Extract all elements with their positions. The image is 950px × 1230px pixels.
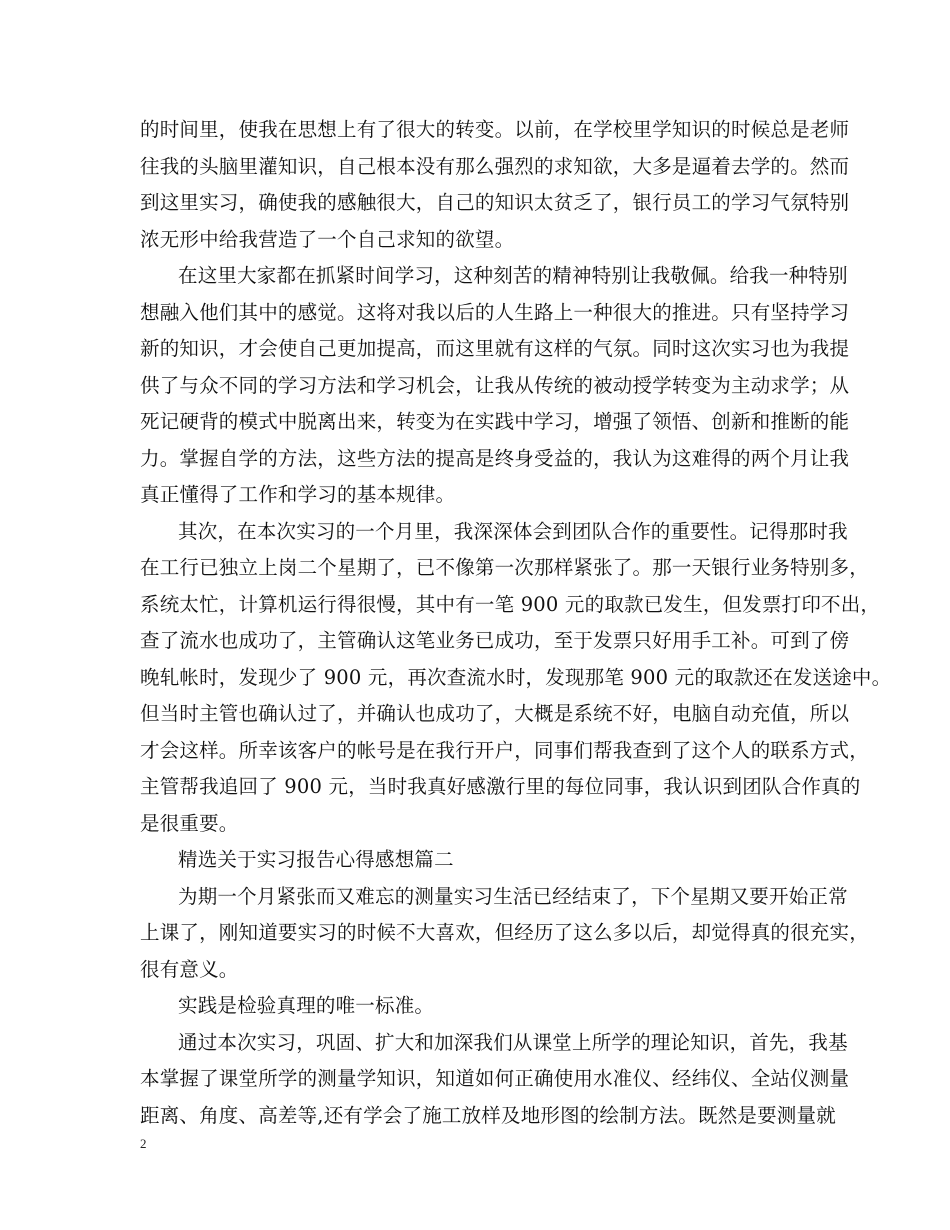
text-line: 主管帮我追回了 900 元，当时我真好感激行里的每位同事，我认识到团队合作真的 bbox=[140, 775, 861, 798]
text-line: 的时间里，使我在思想上有了很大的转变。以前，在学校里学知识的时候总是老师 bbox=[140, 118, 850, 141]
text-line: 死记硬背的模式中脱离出来，转变为在实践中学习，增强了领悟、创新和推断的能 bbox=[140, 410, 850, 433]
text-line: 真正懂得了工作和学习的基本规律。 bbox=[140, 483, 456, 506]
paragraph bbox=[140, 879, 869, 989]
text-line: 上课了，刚知道要实习的时候不大喜欢，但经历了这么多以后，却觉得真的很充实， bbox=[140, 921, 869, 944]
text-line: 在工行已独立上岗二个星期了，已不像第一次那样紧张了。那一天银行业务特别多， bbox=[140, 556, 869, 579]
text-line: 系统太忙，计算机运行得很慢，其中有一笔 900 元的取款已发生，但发票打印不出， bbox=[140, 592, 881, 616]
text-line: 在这里大家都在抓紧时间学习，这种刻苦的精神特别让我敬佩。给我一种特别 bbox=[178, 264, 848, 287]
text-line: 到这里实习，确使我的感触很大，自己的知识太贫乏了，银行员工的学习气氛特别 bbox=[140, 191, 850, 214]
text-line: 浓无形中给我营造了一个自己求知的欲望。 bbox=[140, 227, 515, 251]
paragraph bbox=[140, 842, 820, 879]
text-line: 供了与众不同的学习方法和学习机会，让我从传统的被动授学转变为主动求学；从 bbox=[140, 373, 850, 397]
document-body bbox=[140, 112, 892, 1134]
paragraph bbox=[140, 258, 850, 514]
text-line: 但当时主管也确认过了，并确认也成功了，大概是系统不好，电脑自动充值，所以 bbox=[140, 702, 850, 725]
page-number: 2 bbox=[140, 1136, 147, 1151]
text-line: 其次，在本次实习的一个月里，我深深体会到团队合作的重要性。记得那时我 bbox=[178, 519, 848, 543]
paragraph bbox=[140, 988, 820, 1025]
text-line: 本掌握了课堂所学的测量学知识，知道如何正确使用水准仪、经纬仪、全站仪测量 bbox=[140, 1067, 850, 1090]
text-line: 查了流水也成功了，主管确认这笔业务已成功，至于发票只好用手工补。可到了傍 bbox=[140, 629, 850, 652]
text-line: 才会这样。所幸该客户的帐号是在我行开户，同事们帮我查到了这个人的联系方式， bbox=[140, 738, 869, 762]
text-line: 距离、角度、高差等,还有学会了施工放样及地形图的绘制方法。既然是要测量就 bbox=[140, 1103, 836, 1127]
text-line: 往我的头脑里灌知识，自己根本没有那么强烈的求知欲，大多是逼着去学的。然而 bbox=[140, 154, 850, 178]
text-line: 新的知识，才会使自己更加提高，而这里就有这样的气氛。同时这次实习也为我提 bbox=[140, 337, 850, 360]
text-line: 是很重要。 bbox=[140, 811, 239, 835]
text-line: 晚轧帐时，发现少了 900 元，再次查流水时，发现那笔 900 元的取款还在发送途中。 bbox=[140, 665, 892, 689]
text-line: 通过本次实习，巩固、扩大和加深我们从课堂上所学的理论知识，首先，我基 bbox=[178, 1030, 848, 1054]
text-line: 实践是检验真理的唯一标准。 bbox=[178, 994, 435, 1017]
text-line: 力。掌握自学的方法，这些方法的提高是终身受益的，我认为这难得的两个月让我 bbox=[140, 446, 850, 470]
text-line: 精选关于实习报告心得感想篇二 bbox=[178, 848, 454, 871]
paragraph bbox=[140, 514, 892, 843]
text-line: 很有意义。 bbox=[140, 957, 239, 981]
text-line: 想融入他们其中的感觉。这将对我以后的人生路上一种很大的推进。只有坚持学习 bbox=[140, 300, 850, 324]
text-line: 为期一个月紧张而又难忘的测量实习生活已经结束了，下个星期又要开始正常 bbox=[178, 884, 848, 908]
paragraph bbox=[140, 1025, 850, 1135]
paragraph bbox=[140, 112, 850, 258]
